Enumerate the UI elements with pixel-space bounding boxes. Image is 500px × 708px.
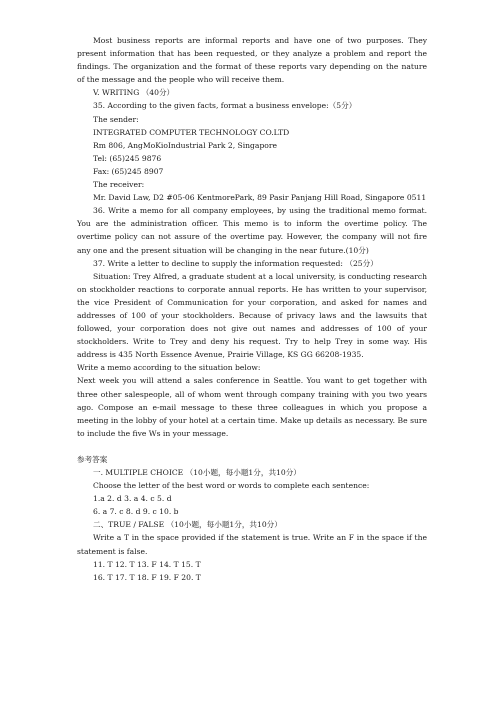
sender-address: Rm 806, AngMoKioIndustrial Park 2, Singapore xyxy=(93,140,277,150)
sender-fax: Fax: (65)245 8907 xyxy=(93,166,164,176)
receiver-label: The receiver: xyxy=(93,180,145,190)
question-36: 36. Write a memo for all company employees, by using the traditional memo format. You are the administration officer. This memo is to inform the overtime policy. The overtime policy can not assure of the overtime pay. However, the company will not fire any one and the present situation will be changing in the near future.(10分) xyxy=(77,206,427,255)
mc-instruction: Choose the letter of the best word or words to complete each sentence: xyxy=(93,481,370,491)
memo-heading: Write a memo according to the situation below: xyxy=(77,363,261,373)
receiver-address: Mr. David Law, D2 #05-06 KentmorePark, 89 Pasir Panjang Hill Road, Singapore 0511 xyxy=(93,193,427,203)
question-35: 35. According to the given facts, format a business envelope:（5分） xyxy=(93,101,357,111)
sender-tel: Tel: (65)245 9876 xyxy=(93,153,162,163)
tf-answers-row-2: 16. T 17. T 18. F 19. F 20. T xyxy=(93,572,201,582)
situation-paragraph: Situation: Trey Alfred, a graduate student at a local university, is conducting research on stockholder reactions to corporate annual reports. He has written to your supervisor, the vice President of Communication for your corporation, and asked for names and addresses of 100 of your stockholders. Because of privacy laws and the lawsuits that followed, your corporation does not give out names and addresses of 100 of your stockholders. Write to Trey and deny his request. Try to help Trey in some way. His address is 435 North Essence Avenue, Prairie Village, KS GG 66208-1935. xyxy=(77,271,427,360)
intro-paragraph: Most business reports are informal reports and have one of two purposes. They present information that has been requested, or they analyze a problem and report the findings. The organization and the format of these reports vary depending on the nature of the message and the people who will receive them. xyxy=(77,36,427,85)
tf-instruction: Write a T in the space provided if the statement is true. Write an F in the space if the statement is false. xyxy=(77,533,427,556)
mc-heading: 一. MULTIPLE CHOICE （10小题，每小题1分，共10分） xyxy=(93,468,301,477)
spacer xyxy=(77,440,427,453)
sender-label: The sender: xyxy=(93,114,139,124)
tf-heading: 二、TRUE / FALSE （10小题，每小题1分，共10分） xyxy=(93,520,282,530)
mc-answers-row-1: 1.a 2. d 3. a 4. c 5. d xyxy=(93,494,172,504)
document-page xyxy=(77,34,427,584)
mc-answers-row-2: 6. a 7. c 8. d 9. c 10. b xyxy=(93,507,179,517)
memo-paragraph: Next week you will attend a sales conference in Seattle. You want to get together with three other salespeople, all of whom went through company training with you two years ago. Compose an e-mail message to these three colleagues in which you propose a meeting in the lobby of your hotel at a certain time. Make up details as necessary. Be sure to include the five Ws in your message. xyxy=(77,376,427,438)
question-37: 37. Write a letter to decline to supply the information requested: （25分） xyxy=(93,258,378,268)
sender-company: INTEGRATED COMPUTER TECHNOLOGY CO.LTD xyxy=(93,127,290,137)
tf-answers-row-1: 11. T 12. T 13. F 14. T 15. T xyxy=(93,559,201,569)
answers-title: 参考答案 xyxy=(77,454,108,464)
section-heading-writing: V. WRITING （40分） xyxy=(93,88,175,98)
